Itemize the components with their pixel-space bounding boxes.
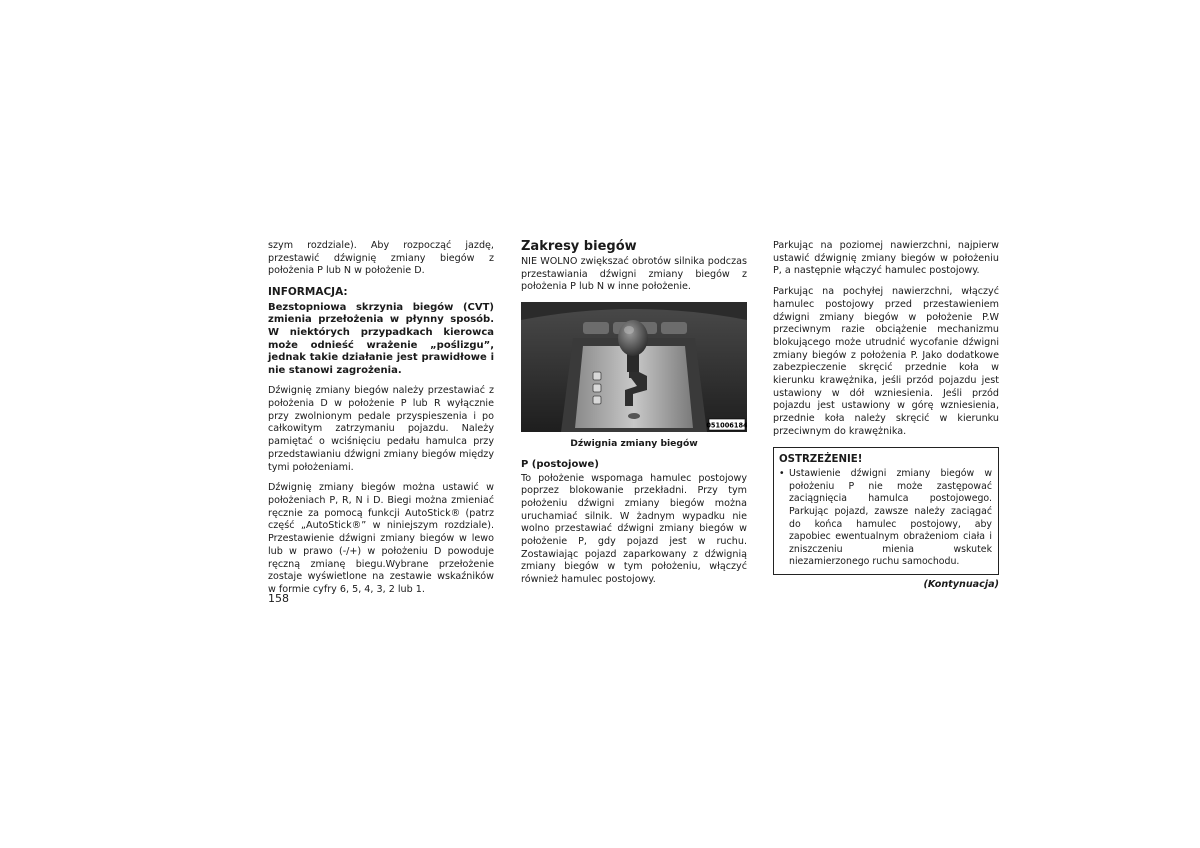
bullet-icon: • [779,468,785,480]
section-heading: Zakresy biegów [521,239,637,254]
gear-lever-figure [521,302,747,432]
paragraph-level-parking: Parkując na poziomej nawierzchni, najpierw ustawić dźwignię zmiany biegów w położeniu P, a następnie włączyć hamulec postojowy. [773,240,999,277]
warning-item [779,468,992,569]
paragraph-shifting: Dźwignię zmiany biegów należy przestawiać z położenia D w położenie P lub R wyłącznie przy zwolnionym pedale przyspieszenia i po całkowitym zatrzymaniu pojazdu. Należy pamiętać o wciśnięciu pedału hamulca przy przedstawianiu dźwigni zmiany biegów między tymi położeniami. [268,385,494,473]
subheading-park: P (postojowe) [521,458,599,470]
page-number: 158 [268,592,289,605]
info-body: Bezstopniowa skrzynia biegów (CVT) zmienia przełożenia w płynny sposób. W niektórych przypadkach kierowca może odnieść wrażenie „poślizgu”, jednak takie działanie jest prawidłowe i nie stanowi zagrożenia. [268,301,494,376]
warning-text: Ustawienie dźwigni zmiany biegów w położeniu P nie może zastępować zaciągnięcia hamulca postojowego. Parkując pojazd, zawsze należy zaciągać do końca hamulec postojowy, aby zapobiec ewentualnym obrażeniom ciała i zniszczeniu mienia wskutek niezamierzonego ruchu samochodu. [789,468,992,568]
right-column [773,240,999,592]
continued-note: (Kontynuacja) [923,579,999,590]
paragraph-intro: szym rozdziale). Aby rozpocząć jazdę, przestawić dźwignię zmiany biegów z położenia P lub N w położenie D. [268,240,494,277]
paragraph-park: To położenie wspomaga hamulec postojowy poprzez blokowanie przekładni. Przy tym położeniu dźwigni zmiany biegów można uruchamiać silnik. W żadnym wypadku nie wolno przestawiać dźwigni zmiany biegów w położenie P, gdy pojazd jest w ruchu. Zostawiając pojazd zaparkowany z dźwignią zmiany biegów w tym położeniu, włączyć również hamulec postojowy. [521,472,747,586]
figure-id-label: 051006184 [706,421,747,430]
paragraph-slope-parking: Parkując na pochyłej nawierzchni, włączyć hamulec postojowy przed przestawieniem dźwigni zmiany biegów w położenie P.W przeciwnym razie obciążenie mechanizmu blokującego może utrudnić wycofanie dźwigni zmiany biegów z położenia P. Jako dodatkowe zabezpieczenie skręcić przednie koła w kierunku krawężnika, jeśli przód pojazdu jest ustawiony w dół wzniesienia. Jeśli przód pojazdu jest ustawiony w górę wzniesienia, przednie koła należy skręcić w kierunku przeciwnym do krawężnika. [773,286,999,437]
info-heading: INFORMACJA: [268,286,348,299]
warning-box [773,447,999,575]
left-column [268,240,494,605]
paragraph-warning-rpm: NIE WOLNO zwiększać obrotów silnika podczas przestawiania dźwigni zmiany biegów z położenia P lub N w inne położenie. [521,256,747,293]
figure-caption: Dźwignia zmiany biegów [570,438,698,450]
warning-heading: OSTRZEŻENIE! [779,453,863,465]
middle-column [521,240,747,595]
gear-lever-photo [521,302,747,432]
paragraph-autostick: Dźwignię zmiany biegów można ustawić w położeniach P, R, N i D. Biegi można zmieniać ręcznie za pomocą funkcji AutoStick® (patrz część „AutoStick®” w niniejszym rozdziale). Przestawienie dźwigni zmiany biegów w lewo lub w prawo (-/+) w położeniu D powoduje ręczną zmianę biegu.Wybrane przełożenie zostaje wyświetlone na zestawie wskaźników w formie cyfry 6, 5, 4, 3, 2 lub 1. [268,482,494,595]
